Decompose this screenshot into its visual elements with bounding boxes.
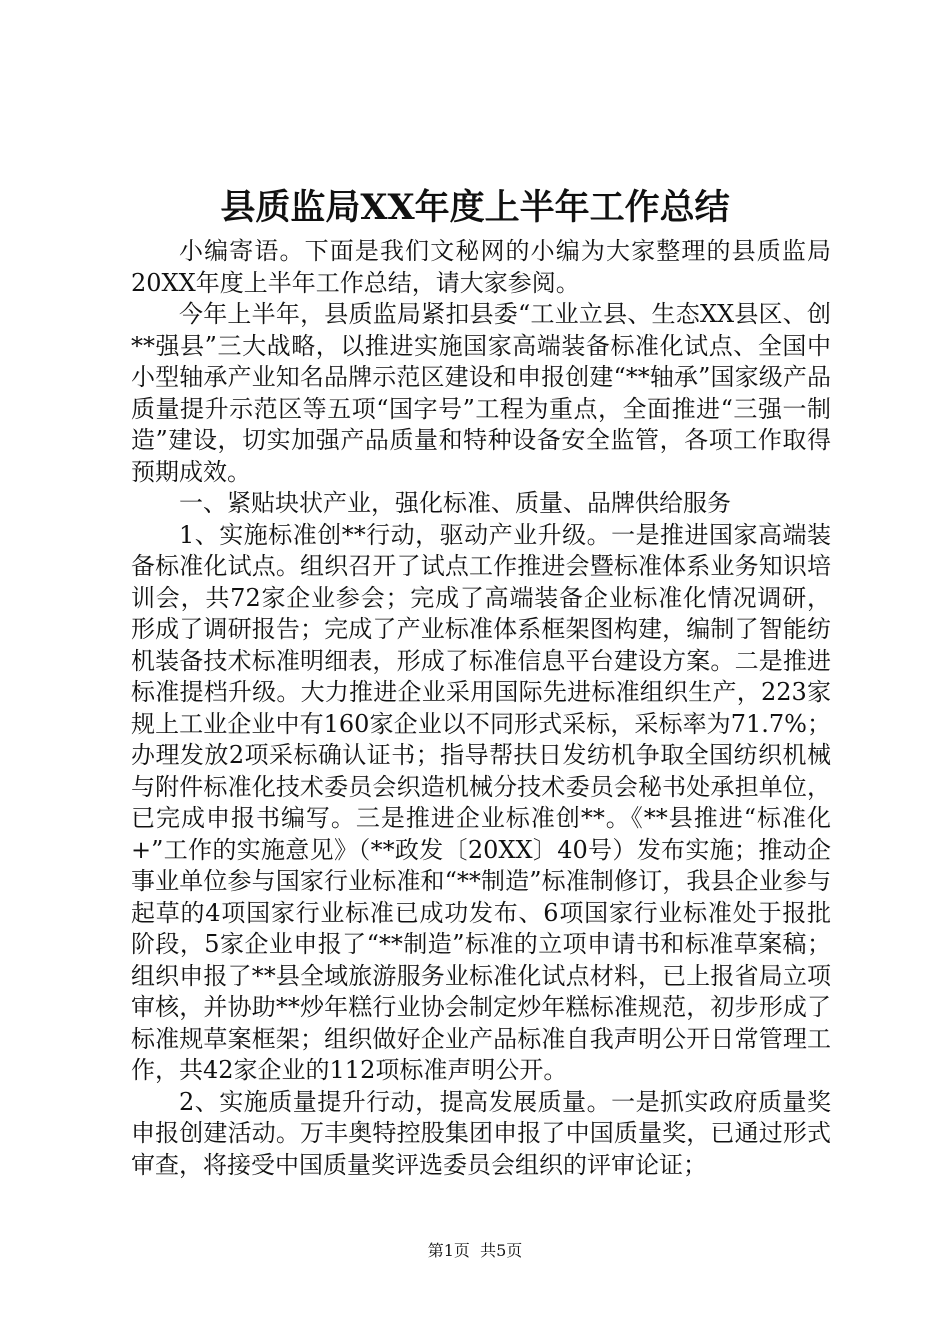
document-body bbox=[131, 236, 831, 1181]
total-pages: 共5页 bbox=[480, 1241, 523, 1260]
page-footer bbox=[0, 1240, 950, 1262]
paragraph-intro: 小编寄语。下面是我们文秘网的小编为大家整理的县质监局20XX年度上半年工作总结，请大家参阅。 bbox=[131, 237, 831, 297]
section-heading-1: 一、紧贴块状产业，强化标准、质量、品牌供给服务 bbox=[179, 489, 731, 517]
page-number: 第1页 bbox=[427, 1241, 470, 1260]
paragraph-overview: 今年上半年，县质监局紧扣县委“工业立县、生态XX县区、创**强县”三大战略，以推进实施国家高端装备标准化试点、全国中小型轴承产业知名品牌示范区建设和申报创建“**轴承”国家级产品质量提升示范区等五项“国字号”工程为重点，全面推进“三强一制造”建设，切实加强产品质量和特种设备安全监管，各项工作取得预期成效。 bbox=[131, 300, 831, 486]
paragraph-quality: 2、实施质量提升行动，提高发展质量。一是抓实政府质量奖申报创建活动。万丰奥特控股集团申报了中国质量奖，已通过形式审查，将接受中国质量奖评选委员会组织的评审论证； bbox=[131, 1087, 831, 1179]
footer-spacer bbox=[470, 1241, 480, 1260]
document-title: 县质监局XX年度上半年工作总结 bbox=[220, 187, 730, 228]
paragraph-standards: 1、实施标准创**行动，驱动产业升级。一是推进国家高端装备标准化试点。组织召开了试点工作推进会暨标准体系业务知识培训会，共72家企业参会；完成了高端装备企业标准化情况调研，形成了调研报告；完成了产业标准体系框架图构建，编制了智能纺机装备技术标准明细表，形成了标准信息平台建设方案。二是推进标准提档升级。大力推进企业采用国际先进标准组织生产，223家规上工业企业中有160家企业以不同形式采标，采标率为71.7%；办理发放2项采标确认证书；指导帮扶日发纺机争取全国纺织机械与附件标准化技术委员会织造机械分技术委员会秘书处承担单位，已完成申报书编写。三是推进企业标准创**。《**县推进“标准化+”工作的实施意见》（**政发〔20XX〕40号）发布实施；推动企事业单位参与国家行业标准和“**制造”标准制修订，我县企业参与起草的4项国家行业标准已成功发布、6项国家行业标准处于报批阶段，5家企业申报了“**制造”标准的立项申请书和标准草案稿；组织申报了**县全域旅游服务业标准化试点材料，已上报省局立项审核，并协助**炒年糕行业协会制定炒年糕标准规范，初步形成了标准规草案框架；组织做好企业产品标准自我声明公开日常管理工作，共42家企业的112项标准声明公开。 bbox=[131, 520, 831, 1084]
